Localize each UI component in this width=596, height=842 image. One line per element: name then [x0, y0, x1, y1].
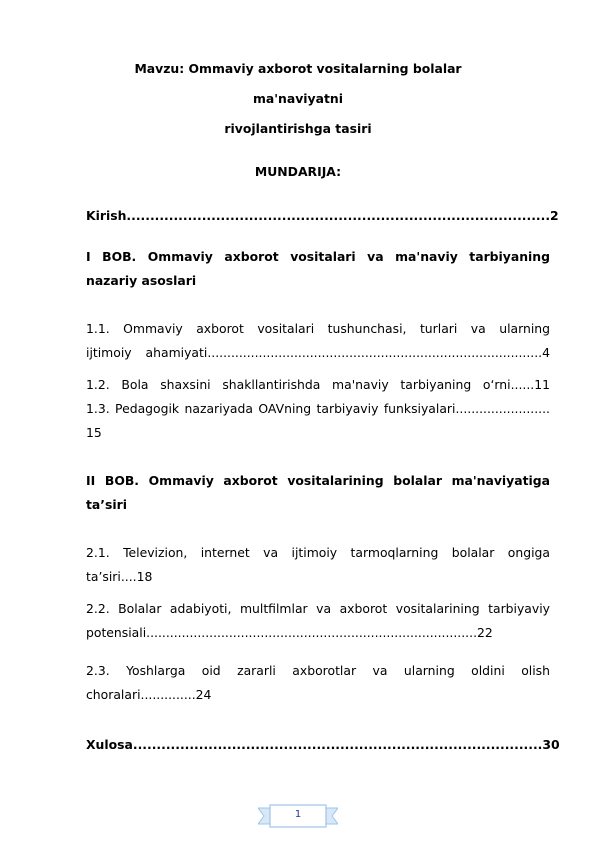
- toc-section-1-3: [86, 397, 550, 445]
- toc-chapter-2-line-1: II BOB. Ommaviy axborot vositalarining bolalar ma'naviyatiga: [86, 473, 550, 488]
- toc-chapter-2: [86, 469, 550, 517]
- toc-section-2-3: [86, 659, 550, 707]
- title-line-1: Mavzu: Ommaviy axborot vositalarning bolalar ma'naviyatni: [134, 61, 462, 106]
- toc-section-1-2: [86, 373, 550, 397]
- toc-section-2-2: [86, 597, 550, 645]
- toc-section-2-1-line-1: 2.1. Televizion, internet va ijtimoiy tarmoqlarning bolalar ongiga: [86, 545, 550, 560]
- toc-section-1-3-line-2: 15: [86, 425, 102, 440]
- document-title: [88, 54, 508, 144]
- page-number-ribbon: [258, 802, 338, 830]
- toc-chapter-1-line-1: I BOB. Ommaviy axborot vositalari va ma'naviy tarbiyaning: [86, 249, 550, 264]
- toc-section-1-2-line: 1.2. Bola shaxsini shakllantirishda ma'naviy tarbiyaning o‘rni......11: [86, 377, 550, 392]
- contents-heading: MUNDARIJA:: [254, 164, 342, 179]
- toc-section-2-3-line-1: 2.3. Yoshlarga oid zararli axborotlar va ularning oldini olish: [86, 663, 550, 678]
- toc-section-2-1-line-2: ta’siri....18: [86, 569, 153, 584]
- toc-intro: Kirish..........................................................................................2: [86, 208, 559, 223]
- toc-section-1-1-line-1: 1.1. Ommaviy axborot vositalari tushunchasi, turlari va ularning: [86, 321, 550, 336]
- page-number: 1: [294, 809, 302, 820]
- toc-conclusion: Xulosa.......................................................................................30: [86, 737, 560, 752]
- toc-chapter-2-line-2: ta’siri: [86, 497, 127, 512]
- toc-section-2-2-line-2: potensiali....................................................................................22: [86, 625, 493, 640]
- toc-section-2-3-line-2: choralari..............24: [86, 687, 212, 702]
- toc-section-2-1: [86, 541, 550, 589]
- toc-section-1-1: [86, 317, 550, 365]
- title-line-2: rivojlantirishga tasiri: [224, 121, 372, 136]
- toc-section-2-2-line-1: 2.2. Bolalar adabiyoti, multfilmlar va axborot vositalarining tarbiyaviy: [86, 601, 550, 616]
- toc-section-1-3-line-1: 1.3. Pedagogik nazariyada OAVning tarbiyaviy funksiyalari........................: [86, 401, 550, 416]
- toc-chapter-1-line-2: nazariy asoslari: [86, 273, 197, 288]
- toc-section-1-1-line-2: ijtimoiy ahamiyati.....................................................................................4: [86, 345, 550, 360]
- toc-chapter-1: [86, 245, 550, 293]
